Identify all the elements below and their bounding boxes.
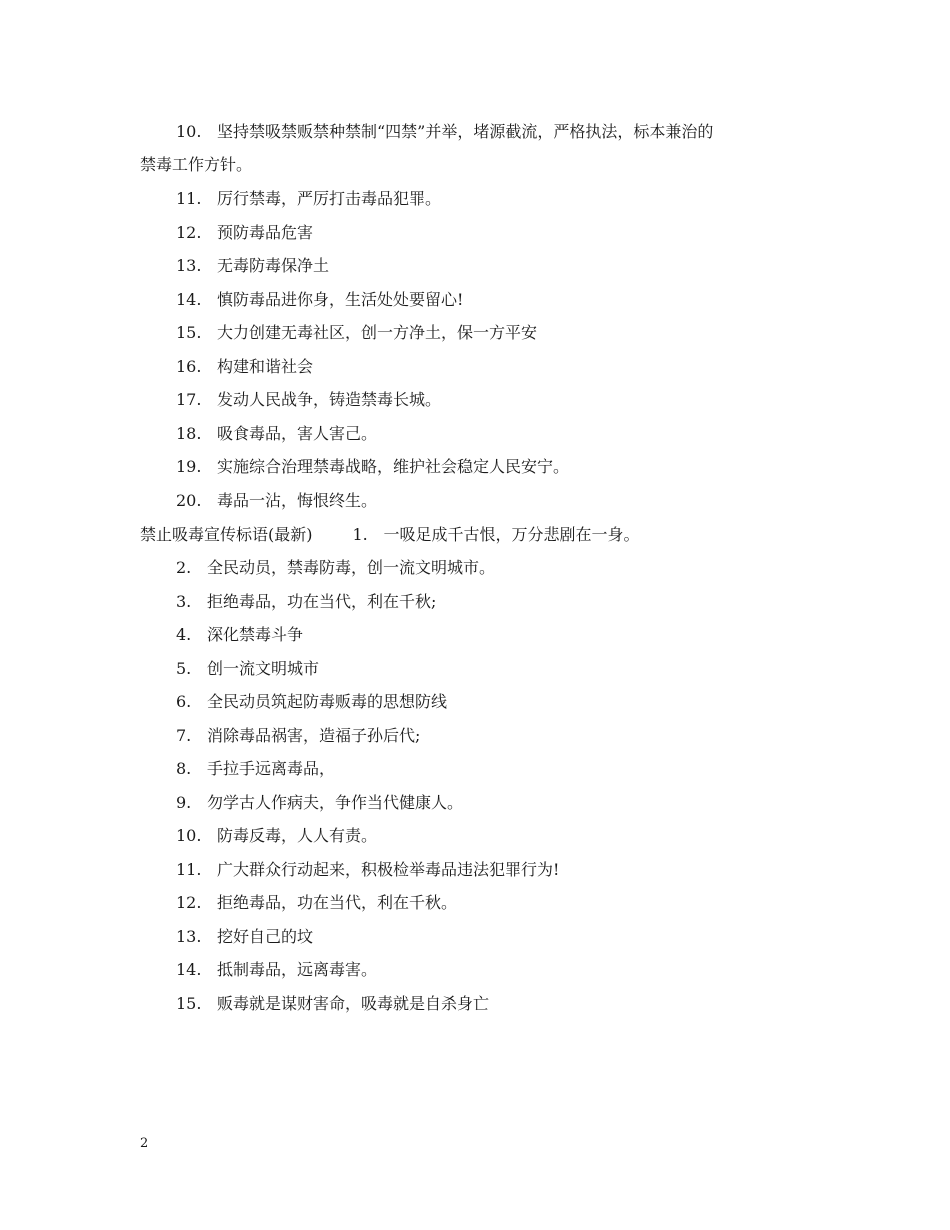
list-item xyxy=(176,960,377,980)
item-text: 挖好自己的坟 xyxy=(217,927,314,946)
item-number: 14. xyxy=(176,290,202,309)
item-text: 勿学古人作病夫，争作当代健康人。 xyxy=(207,793,464,812)
list-item xyxy=(176,323,537,343)
item-number: 11. xyxy=(176,860,202,879)
item-number: 2. xyxy=(176,558,192,577)
list-item xyxy=(176,424,377,444)
item-number: 14. xyxy=(176,960,202,979)
list-item xyxy=(176,692,447,712)
list-item xyxy=(176,390,441,410)
item-text: 全民动员筑起防毒贩毒的思想防线 xyxy=(207,692,448,711)
item-text: 无毒防毒保净土 xyxy=(217,256,330,275)
item-text: 手拉手远离毒品， xyxy=(207,759,336,778)
item-number: 16. xyxy=(176,357,202,376)
item-number: 20. xyxy=(176,491,202,510)
list-item xyxy=(176,927,313,947)
list-item xyxy=(176,826,377,846)
item-number: 10. xyxy=(176,122,202,141)
item-text: 拒绝毒品，功在当代，利在千秋; xyxy=(207,592,437,611)
list-item xyxy=(176,223,313,243)
item-number: 19. xyxy=(176,457,202,476)
list-item xyxy=(176,357,313,377)
item-text: 构建和谐社会 xyxy=(217,357,314,376)
item-text: 广大群众行动起来，积极检举毒品违法犯罪行为! xyxy=(217,860,560,879)
list-item xyxy=(176,457,569,477)
list-item xyxy=(176,625,303,645)
item-number: 12. xyxy=(176,223,202,242)
item-text: 深化禁毒斗争 xyxy=(207,625,304,644)
item-number: 3. xyxy=(176,592,192,611)
list-item xyxy=(176,659,319,679)
section-title: 禁止吸毒宣传标语(最新) xyxy=(140,525,313,544)
item-text: 全民动员，禁毒防毒，创一流文明城市。 xyxy=(207,558,496,577)
item-text: 创一流文明城市 xyxy=(207,659,320,678)
item-text: 吸食毒品，害人害己。 xyxy=(217,424,378,443)
list-item xyxy=(176,122,713,142)
list-item xyxy=(176,726,420,746)
list-item xyxy=(176,558,495,578)
list-item xyxy=(176,592,436,612)
item-text: 实施综合治理禁毒战略，维护社会稳定人民安宁。 xyxy=(217,457,570,476)
item-number: 12. xyxy=(176,893,202,912)
list-item xyxy=(176,793,463,813)
item-text: 抵制毒品，远离毒害。 xyxy=(217,960,378,979)
item-number: 5. xyxy=(176,659,192,678)
item-number: 4. xyxy=(176,625,192,644)
item-text: 坚持禁吸禁贩禁种禁制“四禁”并举，堵源截流，严格执法，标本兼治的 xyxy=(217,122,714,141)
item-number: 6. xyxy=(176,692,192,711)
item-text: 厉行禁毒，严厉打击毒品犯罪。 xyxy=(217,189,442,208)
item-text: 毒品一沾，悔恨终生。 xyxy=(217,491,378,510)
list-item xyxy=(176,256,329,276)
item-text: 一吸足成千古恨，万分悲剧在一身。 xyxy=(383,525,640,544)
page-number: 2 xyxy=(140,1136,149,1151)
list-item xyxy=(176,893,457,913)
item-number: 15. xyxy=(176,323,202,342)
item-number: 8. xyxy=(176,759,192,778)
list-item xyxy=(176,994,489,1014)
item-number: 9. xyxy=(176,793,192,812)
item-number: 7. xyxy=(176,726,192,745)
list-item xyxy=(176,290,463,310)
list-item xyxy=(176,491,377,511)
list-item xyxy=(176,759,335,779)
item-text: 慎防毒品进你身，生活处处要留心! xyxy=(217,290,464,309)
item-number: 17. xyxy=(176,390,202,409)
item-text: 消除毒品祸害，造福子孙后代; xyxy=(207,726,421,745)
item-number: 15. xyxy=(176,994,202,1013)
item-text: 拒绝毒品，功在当代，利在千秋。 xyxy=(217,893,458,912)
item-number: 11. xyxy=(176,189,202,208)
item-number: 10. xyxy=(176,826,202,845)
item-number: 13. xyxy=(176,256,202,275)
list-item xyxy=(176,860,559,880)
item-text: 大力创建无毒社区，创一方净土，保一方平安 xyxy=(217,323,538,342)
list-item xyxy=(176,189,441,209)
section-heading-line xyxy=(140,525,640,545)
item-number: 18. xyxy=(176,424,202,443)
item-text: 预防毒品危害 xyxy=(217,223,314,242)
item-text: 发动人民战争，铸造禁毒长城。 xyxy=(217,390,442,409)
item-text: 贩毒就是谋财害命，吸毒就是自杀身亡 xyxy=(217,994,490,1013)
item-number: 1. xyxy=(352,525,368,544)
item-text: 禁毒工作方针。 xyxy=(140,155,253,174)
item-text: 防毒反毒，人人有责。 xyxy=(217,826,378,845)
list-item-continuation xyxy=(140,155,252,175)
item-number: 13. xyxy=(176,927,202,946)
